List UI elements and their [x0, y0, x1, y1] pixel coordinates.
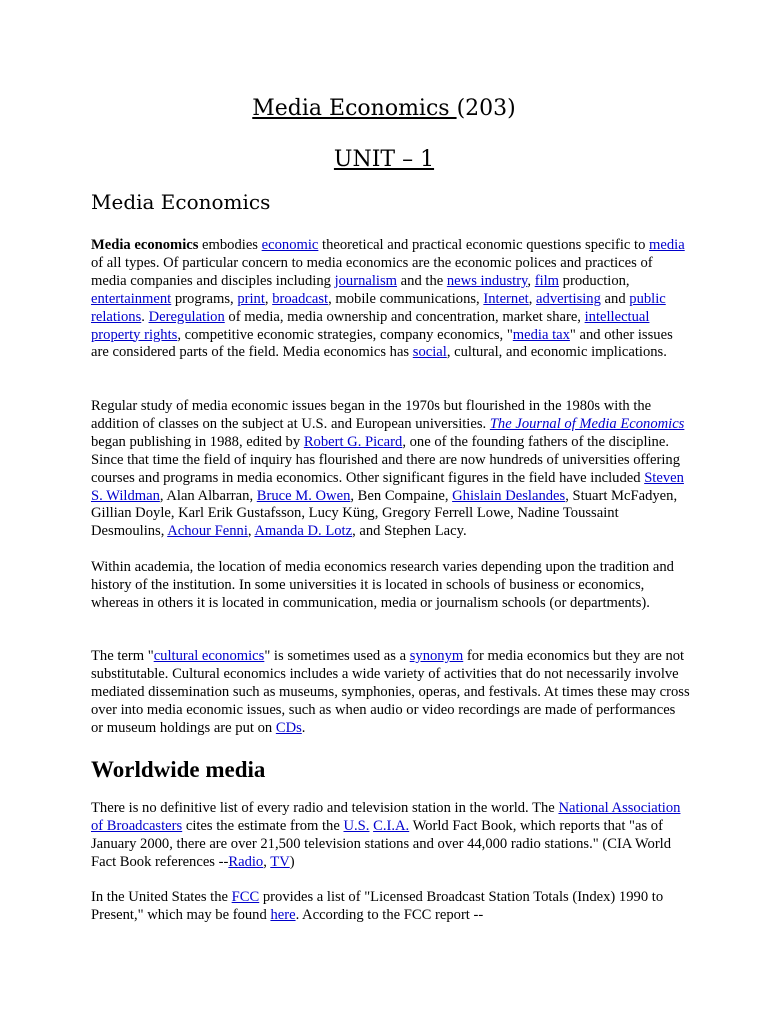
text: , — [264, 290, 273, 307]
link-cds[interactable]: CDs — [275, 719, 302, 736]
link-internet[interactable]: Internet — [483, 290, 529, 307]
text: " and other issues are considered parts of the field. Media economics has — [91, 326, 673, 361]
text: of all types. Of particular concern to media economics are the economic polices and practices of media companies and disciples including — [91, 254, 653, 289]
unit-heading — [0, 146, 768, 174]
link-bruce-owen[interactable]: Bruce M. Owen — [256, 487, 351, 504]
text: , competitive economic strategies, company economics, " — [177, 326, 513, 343]
text: Regular study of media economic issues began in the 1970s but flourished in the 1980s with the addition of classes on the subject at U.S. and European universities. — [91, 398, 652, 432]
text: In the United States the — [91, 889, 232, 905]
text: , cultural, and economic implications. — [446, 344, 667, 361]
text: , one of the founding fathers of the discipline. Since that time the field of inquiry has flourished and there are now hundreds of universities offering courses and programs in media economics. Other significant figures in the field have included — [91, 433, 680, 486]
text: and the — [397, 272, 447, 289]
text: , Ben Compaine, — [350, 487, 453, 504]
link-media[interactable]: media — [649, 237, 685, 253]
text: , — [263, 853, 271, 870]
link-entertainment[interactable]: entertainment — [91, 290, 172, 307]
link-steven-wildman[interactable]: Steven S. Wildman — [91, 469, 684, 504]
link-media-tax[interactable]: media tax — [512, 326, 570, 343]
link-achour-fenni[interactable]: Achour Fenni — [167, 523, 248, 540]
text: , — [247, 523, 255, 540]
text: " is sometimes used as a — [264, 648, 410, 664]
text: provides a list of "Licensed Broadcast Station Totals (Index) 1990 to Present," which may be found — [91, 889, 664, 923]
text: cites the estimate from the — [182, 817, 344, 834]
text: . — [141, 308, 149, 325]
link-amanda-lotz[interactable]: Amanda D. Lotz — [254, 523, 353, 540]
link-radio[interactable]: Radio — [228, 853, 264, 870]
link-social[interactable]: social — [412, 344, 447, 361]
text: for media economics but they are not substitutable. Cultural economics includes a wide variety of activities that do not necessarily involve mediated dissemination such as museums, symphonies, operas, and festivals. At times these may cross over into media economic issues, such as when audio or video recordings are made of performances or museum holdings are put on — [91, 648, 690, 736]
link-news-industry[interactable]: news industry — [446, 272, 528, 289]
paragraph-worldwide — [91, 800, 691, 872]
text: , — [527, 272, 535, 289]
link-robert-picard[interactable]: Robert G. Picard — [303, 433, 403, 450]
text: embodies — [198, 237, 262, 253]
section-heading: Media Economics — [91, 190, 271, 214]
text: , and Stephen Lacy. — [352, 523, 467, 540]
link-cia[interactable]: C.I.A. — [373, 817, 410, 834]
text: . — [301, 719, 306, 736]
link-here[interactable]: here — [270, 906, 296, 923]
link-journal-of-media-economics[interactable]: The Journal of Media Economics — [489, 415, 685, 432]
text: The term " — [91, 648, 154, 664]
text: ) — [289, 853, 295, 870]
link-advertising[interactable]: advertising — [536, 290, 601, 307]
text: . According to the FCC report -- — [295, 906, 484, 923]
text: production, — [559, 272, 630, 289]
paragraph-fcc — [91, 889, 691, 925]
text: programs, — [171, 290, 238, 307]
title-main: Media Economics — [252, 96, 457, 121]
link-public-relations[interactable]: public relations — [91, 290, 666, 325]
bold-term: Media economics — [91, 237, 199, 253]
text: began publishing in 1988, edited by — [91, 433, 304, 450]
link-film[interactable]: film — [534, 272, 560, 289]
paragraph-history — [91, 398, 691, 541]
text: , Stuart McFadyen, Gillian Doyle, Karl Erik Gustafsson, Lucy Küng, Gregory Ferrell Lowe, Nadine Toussaint Desmoulins, — [91, 487, 678, 540]
text: World Fact Book, which reports that "as of January 2000, there are over 21,500 television stations and over 44,000 radio stations." (CIA World Fact Book references -- — [91, 817, 672, 870]
link-intellectual-property-rights[interactable]: intellectual property rights — [91, 308, 650, 343]
paragraph-academia: Within academia, the location of media economics research varies depending upon the tradition and history of the institution. In some universities it is located in schools of business or economics, whereas in others it is located in communication, media or journalism schools (or departments). — [91, 559, 674, 611]
link-fcc[interactable]: FCC — [231, 889, 260, 905]
text: , mobile communications, — [328, 290, 484, 307]
unit-label: UNIT – 1 — [333, 147, 435, 172]
link-economic[interactable]: economic — [261, 237, 319, 253]
link-print[interactable]: print — [237, 290, 265, 307]
link-nab[interactable]: National Association of Broadcasters — [91, 800, 681, 834]
paragraph-cultural-economics — [91, 648, 691, 738]
title-number: (203) — [456, 96, 516, 121]
link-deregulation[interactable]: Deregulation — [148, 308, 225, 325]
paragraph-definition — [91, 237, 691, 362]
text: , — [528, 290, 537, 307]
text: of media, media ownership and concentration, market share, — [224, 308, 585, 325]
text: , Alan Albarran, — [159, 487, 257, 504]
document-title — [0, 95, 768, 123]
text: and — [600, 290, 630, 307]
link-ghislain-deslandes[interactable]: Ghislain Deslandes — [452, 487, 566, 504]
link-cultural-economics[interactable]: cultural economics — [153, 648, 265, 664]
link-synonym[interactable]: synonym — [409, 648, 464, 664]
link-journalism[interactable]: journalism — [334, 272, 398, 289]
text: theoretical and practical economic questions specific to — [318, 237, 650, 253]
link-us[interactable]: U.S. — [343, 817, 370, 834]
worldwide-heading: Worldwide media — [91, 757, 266, 782]
link-tv[interactable]: TV — [270, 853, 290, 870]
text: There is no definitive list of every radio and television station in the world. The — [91, 800, 559, 816]
link-broadcast[interactable]: broadcast — [272, 290, 329, 307]
